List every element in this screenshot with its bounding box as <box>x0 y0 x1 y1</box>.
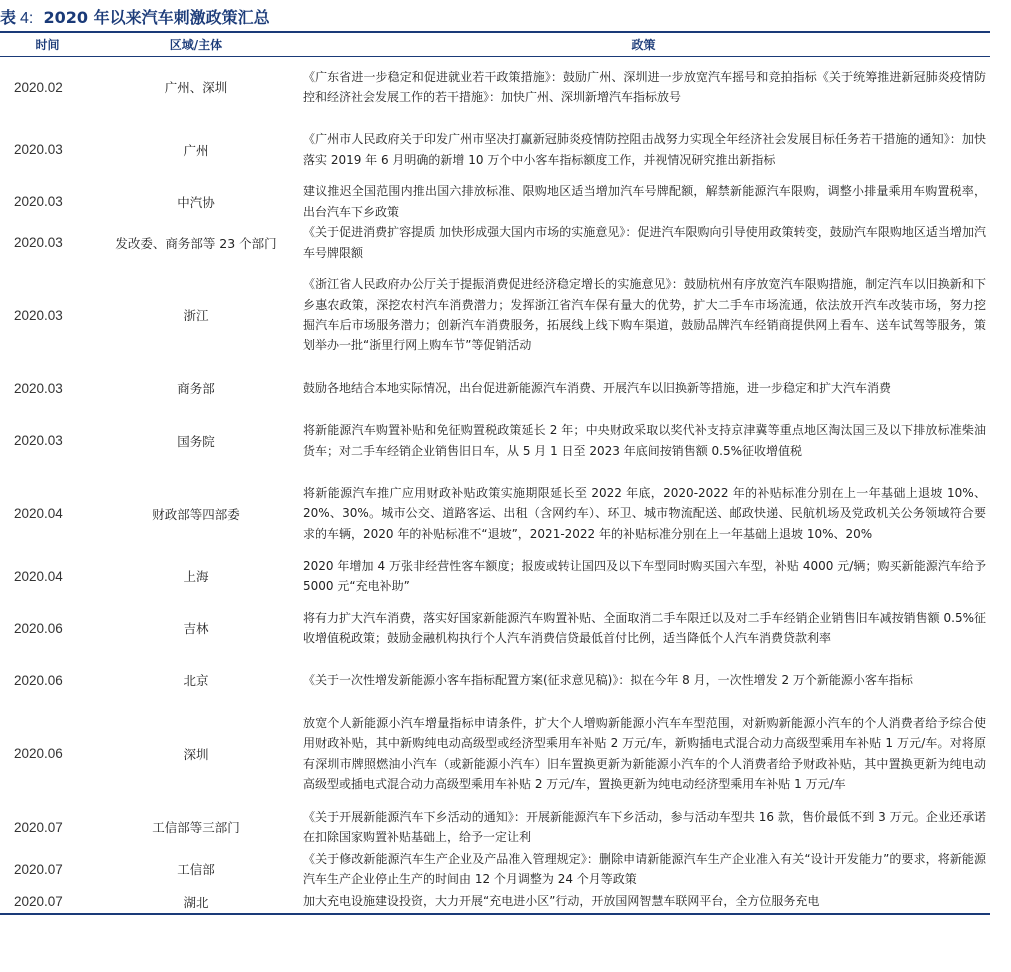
row-time: 2020.03 <box>14 194 63 209</box>
table-row <box>0 806 990 848</box>
row-policy: 《关于促进消费扩容提质 加快形成强大国内市场的实施意见》：促进汽车限购向引导使用政策转变，鼓励汽车限购地区适当增加汽车号牌限额 <box>303 225 986 260</box>
table-row <box>0 701 990 806</box>
row-region: 广州 <box>183 142 209 158</box>
row-policy: 《广东省进一步稳定和促进就业若干政策措施》：鼓励广州、深圳进一步放宽汽车摇号和竞拍指标《关于统筹推进新冠肺炎疫情防控和经济社会发展工作的若干措施》：加快广州、深圳新增汽车指标放号 <box>303 69 986 105</box>
table-title <box>0 6 1011 30</box>
policy-table <box>0 31 990 915</box>
row-policy: 建议推迟全国范围内推出国六排放标准、限购地区适当增加汽车号牌配额，解禁新能源汽车限购，调整小排量乘用车购置税率，出台汽车下乡政策 <box>303 184 986 219</box>
row-time: 2020.03 <box>14 433 63 448</box>
row-time: 2020.07 <box>14 819 63 835</box>
row-policy: 《广州市人民政府关于印发广州市坚决打赢新冠肺炎疫情防控阻击战努力实现全年经济社会发展目标任务若干措施的通知》：加快落实 2019 年 6 月明确的新增 10 万个中小客车指标额度工作，并视情况研究推出新指标 <box>303 132 986 167</box>
table-row <box>0 597 990 659</box>
row-policy: 将新能源汽车推广应用财政补贴政策实施期限延长至 2022 年底，2020-2022 年的补贴标准分别在上一年基础上退坡 10%、20%、30%。城市公交、道路客运、出租（含网约车）、环卫、城市物流配送、邮政快递、民航机场及党政机关公务领域符合要求的车辆，2020 年的补贴标准不“退坡”，2021-2022 年的补贴标准分别在上一年基础上退坡 10%、20% <box>303 485 986 541</box>
row-time: 2020.02 <box>14 79 63 95</box>
row-region: 工信部等三部门 <box>152 820 240 835</box>
row-time: 2020.04 <box>14 506 63 521</box>
row-region: 财政部等四部委 <box>152 506 240 522</box>
row-region: 浙江 <box>183 308 209 323</box>
row-policy: 2020 年增加 4 万张非经营性客车额度；报废或转让国四及以下车型同时购买国六车型，补贴 4000 元/辆；购买新能源汽车给予 5000 元“充电补助” <box>303 558 986 593</box>
header-policy: 政策 <box>297 32 990 56</box>
row-region: 工信部 <box>177 862 215 877</box>
table-row <box>0 472 990 555</box>
row-region: 上海 <box>183 569 209 584</box>
row-time: 2020.03 <box>14 142 63 157</box>
row-region: 湖北 <box>95 890 297 914</box>
row-time: 2020.03 <box>14 235 63 250</box>
row-time: 2020.03 <box>14 307 63 323</box>
row-region: 北京 <box>183 673 209 688</box>
table-row <box>0 263 990 367</box>
table-header-row <box>0 32 990 56</box>
row-policy: 将新能源汽车购置补贴和免征购置税政策延长 2 年；中央财政采取以奖代补支持京津冀等重点地区淘汰国三及以下排放标准柴油货车；对二手车经销企业销售旧日车，从 5 月 1 日至 2023 年底间按销售额 0.5%征收增值税 <box>303 423 986 458</box>
table-title-label: 表 <box>0 8 17 27</box>
header-region: 区域/主体 <box>95 32 297 56</box>
row-policy: 鼓励各地结合本地实际情况，出台促进新能源汽车消费、开展汽车以旧换新等措施，进一步稳定和扩大汽车消费 <box>303 380 892 395</box>
row-time: 2020.07 <box>0 890 95 914</box>
row-policy: 《浙江省人民政府办公厅关于提振消费促进经济稳定增长的实施意见》：鼓励杭州有序放宽汽车限购措施，制定汽车以旧换新和下乡惠农政策，深挖农村汽车消费潜力；发挥浙江省汽车保有量大的优势，扩大二手车市场流通，依法放开汽车改装市场，努力挖掘汽车后市场服务潜力；创新汽车消费服务，拓展线上线下购车渠道，鼓励品牌汽车经销商提供网上看车、送车试驾等服务，策划举办一批“浙里行网上购车节”等促销活动 <box>303 277 986 353</box>
header-time: 时间 <box>0 32 95 56</box>
row-time: 2020.04 <box>14 568 63 584</box>
row-policy: 将有力扩大汽车消费，落实好国家新能源汽车购置补贴、全面取消二手车限迁以及对二手车经销企业销售旧车减按销售额 0.5%征收增值税政策；鼓励金融机构执行个人汽车消费信贷最低首付比例，适当降低个人汽车消费贷款利率 <box>303 610 986 645</box>
table-title-text: 2020 年以来汽车刺激政策汇总 <box>43 8 270 27</box>
table-row <box>0 118 990 181</box>
row-region: 发改委、商务部等 23 个部门 <box>115 235 277 251</box>
row-time: 2020.06 <box>14 672 63 688</box>
table-row <box>0 56 990 118</box>
row-policy: 《关于开展新能源汽车下乡活动的通知》：开展新能源汽车下乡活动，参与活动车型共 16 款，售价最低不到 3 万元。企业还承诺在扣除国家购置补贴基础上，给予一定让利 <box>303 809 986 844</box>
table-row <box>0 555 990 597</box>
row-policy: 《关于修改新能源汽车生产企业及产品准入管理规定》：删除申请新能源汽车生产企业准入有关“设计开发能力”的要求，将新能源汽车生产企业停止生产的时间由 12 个月调整为 24 个月等政策 <box>303 851 986 886</box>
row-time: 2020.03 <box>14 380 63 396</box>
table-row <box>0 181 990 222</box>
row-policy: 加大充电设施建设投资，大力开展“充电进小区”行动，开放国网智慧车联网平台，全方位服务充电 <box>297 890 990 914</box>
row-region: 商务部 <box>177 381 215 396</box>
row-region: 广州、深圳 <box>164 80 228 96</box>
table-title-number: 4: <box>20 10 34 27</box>
row-region: 中汽协 <box>177 194 215 210</box>
table-row <box>0 367 990 409</box>
row-region: 深圳 <box>183 746 209 762</box>
table-row <box>0 409 990 472</box>
row-region: 吉林 <box>183 621 209 636</box>
table-row <box>0 890 990 914</box>
table-row <box>0 848 990 890</box>
row-region: 国务院 <box>177 433 215 449</box>
table-row <box>0 659 990 701</box>
row-policy: 放宽个人新能源小汽车增量指标申请条件，扩大个人增购新能源小汽车车型范围，对新购新能源小汽车的个人消费者给予综合使用财政补贴，其中新购纯电动高级型或经济型乘用车补贴 2 万元/车，新购插电式混合动力高级型乘用车补贴 1 万元/车。对将原有深圳市牌照燃油小汽车（或新能源小汽车）旧车置换更新为新能源小汽车的个人消费者给予财政补贴，其中置换更新为纯电动高级型或插电式混合动力高级型乘用车补贴 2 万元/车，置换更新为纯电动经济型乘用车补贴 1 万元/车 <box>303 715 986 791</box>
table-row <box>0 222 990 263</box>
row-time: 2020.06 <box>14 746 63 761</box>
row-time: 2020.06 <box>14 620 63 636</box>
row-time: 2020.07 <box>14 861 63 877</box>
row-policy: 《关于一次性增发新能源小客车指标配置方案(征求意见稿)》：拟在今年 8 月，一次性增发 2 万个新能源小客车指标 <box>303 672 913 687</box>
